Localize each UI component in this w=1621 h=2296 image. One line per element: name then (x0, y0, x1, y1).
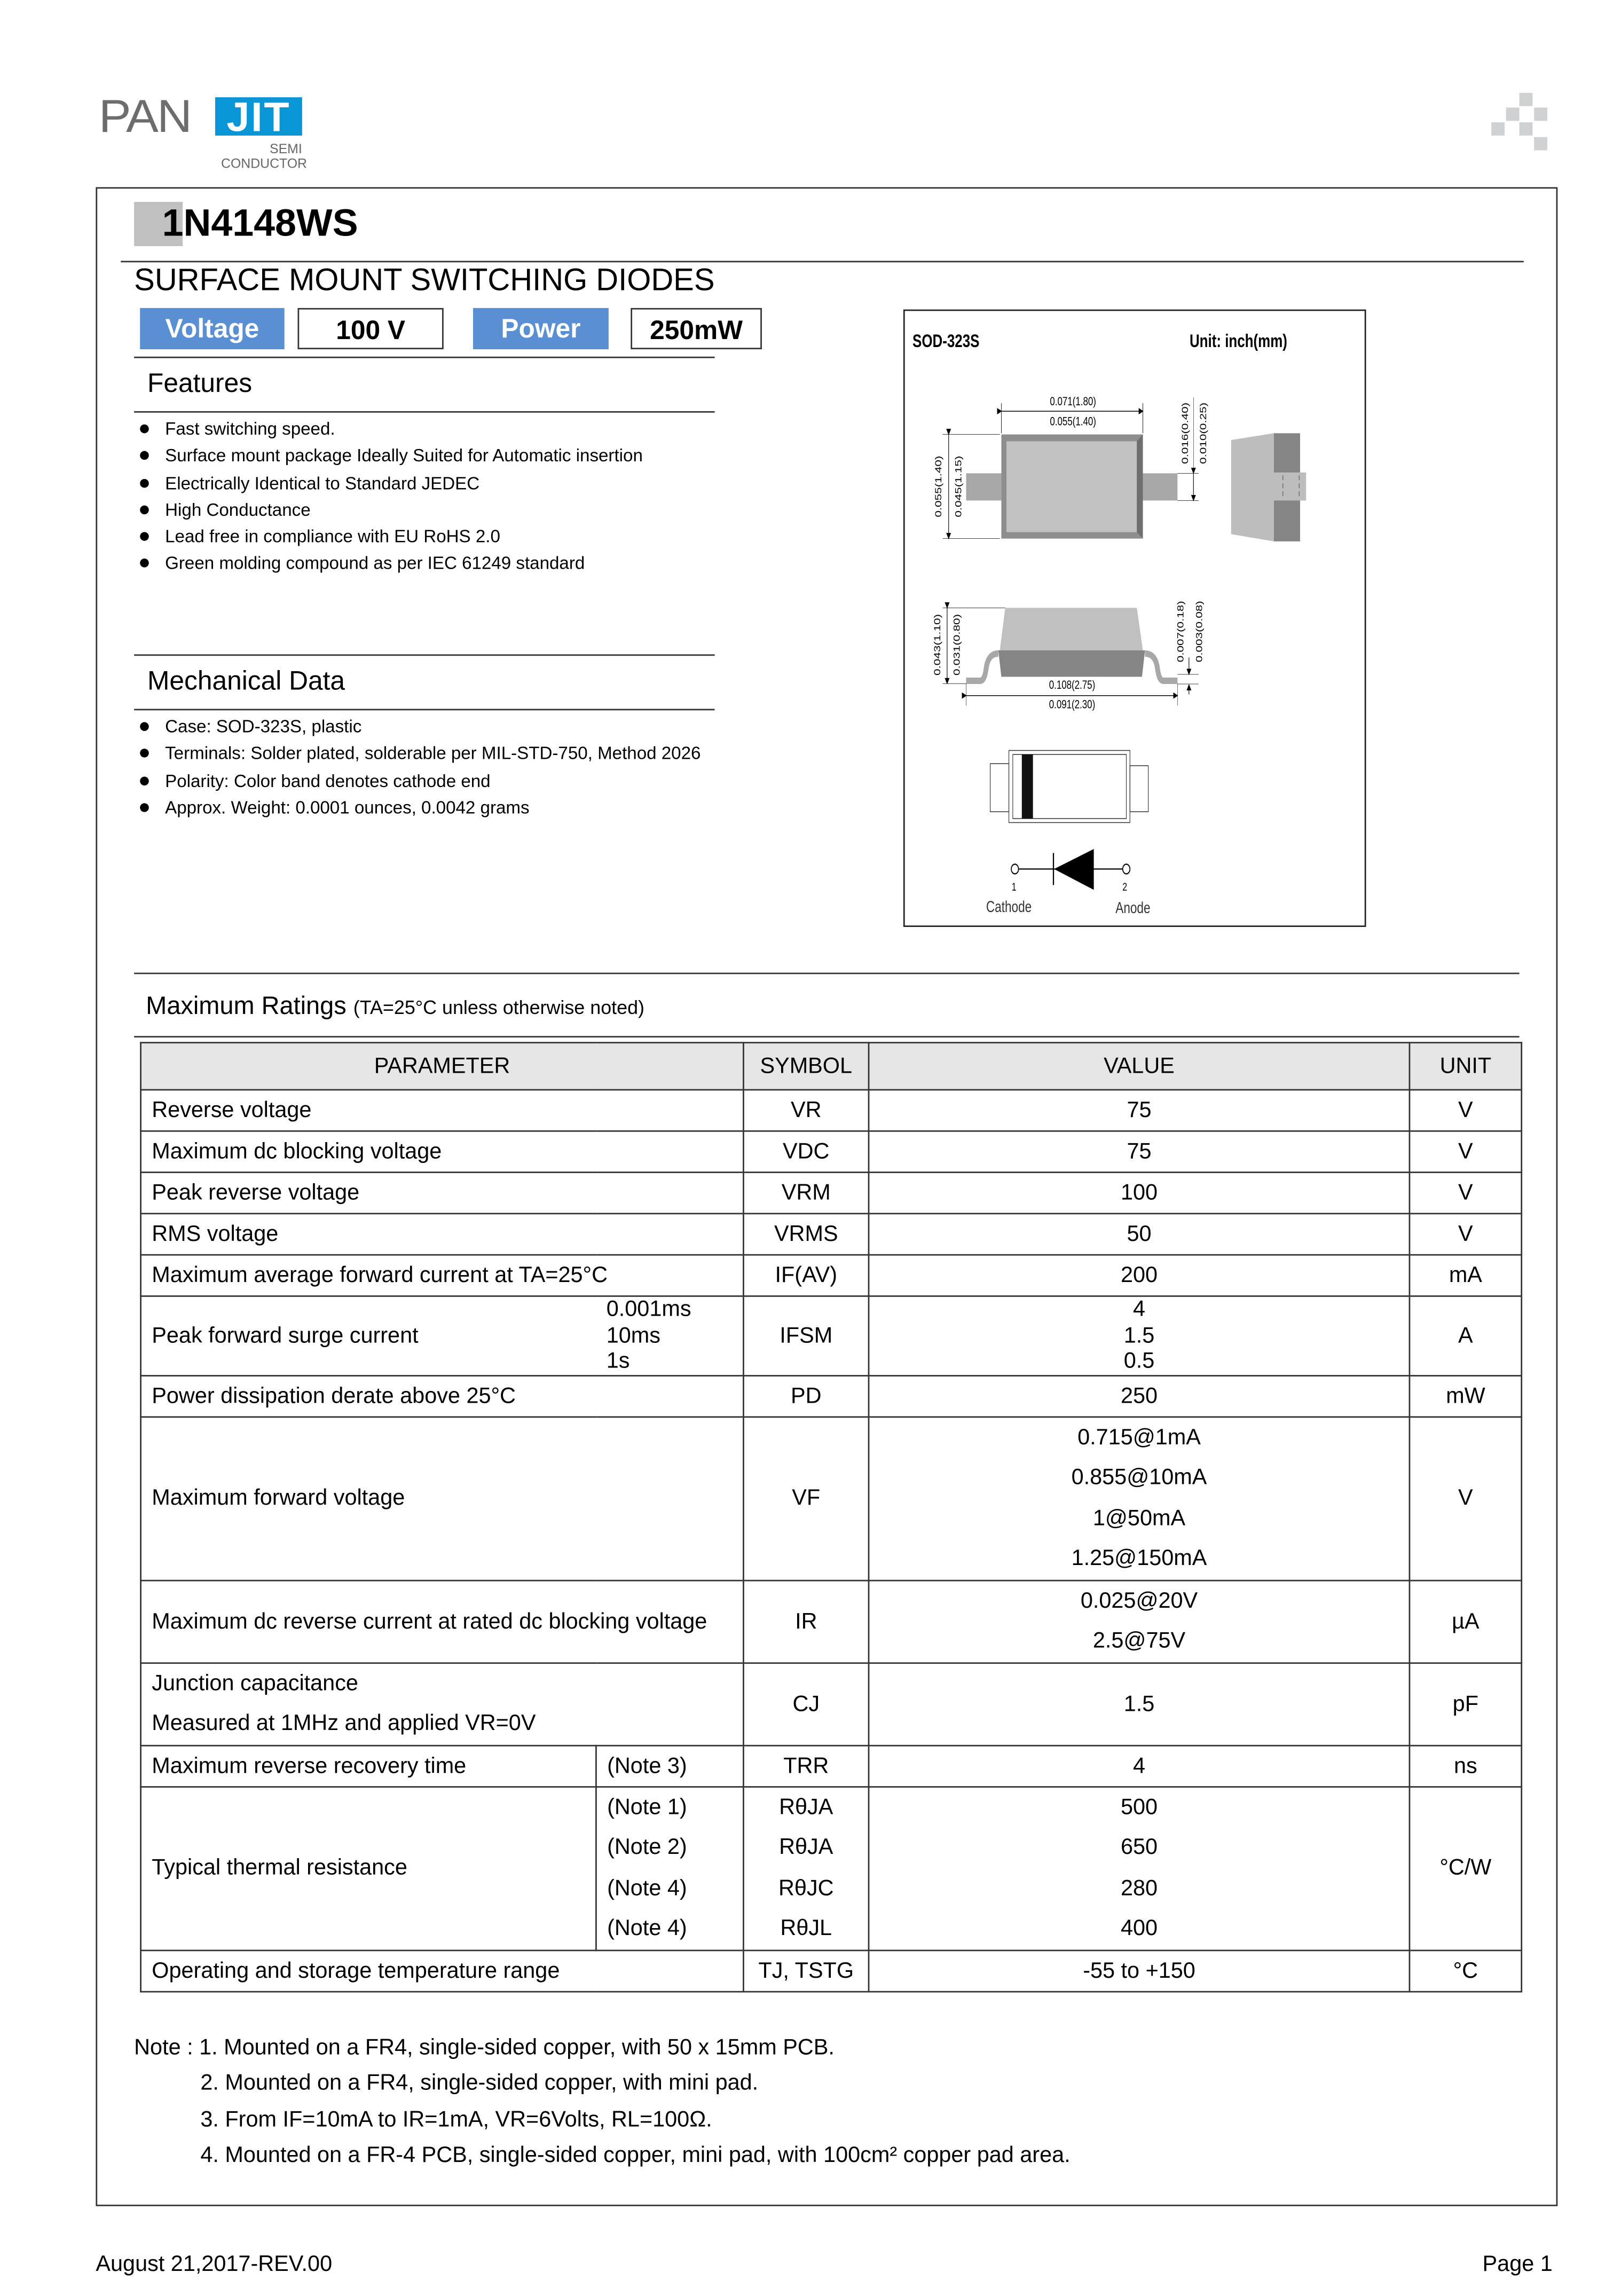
mechanical-list (140, 713, 701, 821)
value-cell (869, 1786, 1410, 1949)
dim-label: 0.007(0.18) (1175, 600, 1186, 662)
param-cell (141, 1662, 744, 1745)
note-line: 2. Mounted on a FR4, single-sided copper, with mini pad. (200, 2071, 759, 2096)
list-item: Lead free in compliance with EU RoHS 2.0 (140, 523, 643, 550)
symbol-cell: IF(AV) (743, 1255, 869, 1296)
revision-date: August 21,2017-REV.00 (96, 2252, 333, 2277)
symbol-cell: IR (743, 1580, 869, 1663)
list-item: High Conductance (140, 497, 643, 523)
value-cell: 200 (869, 1255, 1410, 1296)
product-subtitle: SURFACE MOUNT SWITCHING DIODES (134, 264, 715, 298)
param-cell: Peak forward surge current (141, 1296, 596, 1375)
package-name: SOD-323S (912, 330, 979, 351)
value: 2.5@75V (1092, 1628, 1186, 1654)
symbol: RθJA (779, 1835, 833, 1860)
power-badge-value: 250mW (631, 308, 762, 349)
value: 1.25@150mA (1071, 1546, 1207, 1571)
side-view (1231, 433, 1305, 541)
divider (134, 973, 1519, 974)
value-cell: -55 to +150 (869, 1949, 1410, 1991)
value: 400 (1120, 1916, 1158, 1941)
unit-cell: V (1410, 1131, 1522, 1172)
dim-label: 0.003(0.08) (1194, 600, 1205, 662)
table-row (141, 1580, 1522, 1663)
divider (121, 261, 1524, 263)
param-cell: Maximum dc reverse current at rated dc blocking voltage (141, 1580, 744, 1663)
value-cell: 100 (869, 1173, 1410, 1214)
front-view (932, 600, 1204, 711)
list-item: Surface mount package Ideally Suited for Automatic insertion (140, 443, 643, 469)
value: 1@50mA (1092, 1505, 1186, 1531)
ratings-heading (146, 992, 644, 1021)
symbol-cell: CJ (743, 1662, 869, 1745)
list-item: Fast switching speed. (140, 415, 643, 442)
symbol-cell: VDC (743, 1131, 869, 1172)
value: 4 (1133, 1296, 1146, 1322)
divider (134, 357, 714, 358)
param-cell: RMS voltage (141, 1214, 744, 1255)
table-row (141, 1949, 1522, 1991)
dim-label: 0.010(0.25) (1198, 402, 1208, 463)
condition: 10ms (606, 1323, 660, 1348)
ratings-condition: (TA=25°C unless otherwise noted) (353, 996, 644, 1019)
value: 0.025@20V (1080, 1587, 1198, 1613)
param-cell: Power dissipation derate above 25°C (141, 1375, 744, 1416)
divider (134, 411, 714, 413)
unit-cell: V (1410, 1214, 1522, 1255)
symbol-cell: VRM (743, 1173, 869, 1214)
dim-label: 0.043(1.10) (932, 613, 942, 675)
param-cell: Maximum average forward current at TA=25°C (141, 1255, 744, 1296)
table-row (141, 1786, 1522, 1949)
symbol-cell: IFSM (743, 1296, 869, 1375)
param-line: Junction capacitance (152, 1670, 358, 1696)
condition: 0.001ms (606, 1296, 691, 1322)
voltage-badge-value: 100 V (298, 308, 444, 349)
symbol: RθJA (779, 1794, 833, 1820)
cathode-label: Cathode (986, 897, 1032, 915)
unit-cell: °C/W (1410, 1786, 1522, 1949)
value: 280 (1120, 1875, 1158, 1901)
list-item: Approx. Weight: 0.0001 ounces, 0.0042 grams (140, 794, 701, 821)
symbol-cell (743, 1786, 869, 1949)
condition-cell (596, 1296, 743, 1375)
anode-label: Anode (1115, 898, 1150, 916)
value: 0.715@1mA (1077, 1424, 1201, 1450)
condition: 1s (606, 1348, 630, 1374)
value-cell: 1.5 (869, 1662, 1410, 1745)
dim-label: 0.108(2.75) (1048, 678, 1095, 691)
package-drawing (897, 304, 1367, 929)
param-cell: Operating and storage temperature range (141, 1949, 744, 1991)
param-cell: Maximum dc blocking voltage (141, 1131, 744, 1172)
cathode-band (1021, 754, 1033, 818)
param-line: Measured at 1MHz and applied VR=0V (152, 1711, 536, 1736)
column-header: VALUE (869, 1043, 1410, 1090)
table-row (141, 1131, 1522, 1172)
table-row (141, 1416, 1522, 1579)
features-list (140, 415, 643, 577)
mechanical-heading: Mechanical Data (147, 666, 345, 696)
note-line: 3. From IF=10mA to IR=1mA, VR=6Volts, RL=100Ω. (200, 2107, 712, 2133)
dim-label: 0.055(1.40) (1049, 414, 1096, 428)
top-view (933, 394, 1208, 538)
param-cell: Maximum forward voltage (141, 1416, 744, 1579)
value-cell: 75 (869, 1090, 1410, 1131)
table-row (141, 1296, 1522, 1375)
unit-cell: °C (1410, 1949, 1522, 1991)
symbol: RθJL (780, 1916, 832, 1941)
unit-cell: A (1410, 1296, 1522, 1375)
table-row (141, 1090, 1522, 1131)
value: 0.5 (1123, 1348, 1155, 1374)
list-item: Green molding compound as per IEC 61249 standard (140, 551, 643, 577)
divider (134, 709, 714, 711)
logo-tagline-2: CONDUCTOR (221, 156, 308, 171)
notes (134, 2031, 1071, 2174)
value-cell: 250 (869, 1375, 1410, 1416)
param-cell: Maximum reverse recovery time (141, 1745, 596, 1786)
unit-cell: µA (1410, 1580, 1522, 1663)
note-line: Note : 1. Mounted on a FR4, single-sided copper, with 50 x 15mm PCB. (134, 2035, 835, 2061)
logo-tagline (221, 141, 308, 171)
value-cell (869, 1416, 1410, 1579)
unit-cell: V (1410, 1090, 1522, 1131)
part-number-title: 1N4148WS (162, 200, 358, 245)
table-header-row (141, 1043, 1522, 1090)
value-cell: 50 (869, 1214, 1410, 1255)
table-row (141, 1214, 1522, 1255)
pin2-number: 2 (1122, 879, 1127, 893)
list-item: Terminals: Solder plated, solderable per MIL-STD-750, Method 2026 (140, 740, 701, 767)
note-cell (596, 1786, 743, 1949)
pin1-number: 1 (1011, 879, 1016, 893)
unit-cell: V (1410, 1416, 1522, 1579)
list-item: Polarity: Color band denotes cathode end (140, 767, 701, 794)
ratings-title: Maximum Ratings (146, 992, 347, 1020)
diode-symbol-icon (1011, 848, 1129, 893)
symbol-cell: VF (743, 1416, 869, 1579)
dim-label: 0.091(2.30) (1048, 697, 1095, 711)
dim-label: 0.031(0.80) (951, 613, 962, 675)
unit-cell: pF (1410, 1662, 1522, 1745)
unit-cell: ns (1410, 1745, 1522, 1786)
note: (Note 4) (607, 1916, 687, 1941)
features-heading: Features (147, 368, 253, 398)
value-cell (869, 1296, 1410, 1375)
unit-cell: mW (1410, 1375, 1522, 1416)
dim-label: 0.071(1.80) (1049, 394, 1096, 408)
column-header: UNIT (1410, 1043, 1522, 1090)
list-item: Case: SOD-323S, plastic (140, 713, 701, 740)
value-cell (869, 1580, 1410, 1663)
note-cell: (Note 3) (596, 1745, 743, 1786)
logo-jit-block: JIT (215, 97, 302, 136)
table-row (141, 1173, 1522, 1214)
param-cell: Peak reverse voltage (141, 1173, 744, 1214)
dim-label: 0.016(0.40) (1179, 402, 1190, 463)
symbol: RθJC (778, 1875, 834, 1901)
symbol-cell: TJ, TSTG (743, 1949, 869, 1991)
ratings-table (140, 1042, 1522, 1992)
dim-label: 0.045(1.15) (953, 455, 963, 517)
list-item: Electrically Identical to Standard JEDEC (140, 469, 643, 496)
logo-pan-text: PAN (98, 90, 191, 142)
voltage-badge-label: Voltage (140, 308, 284, 349)
column-header: SYMBOL (743, 1043, 869, 1090)
table-row (141, 1662, 1522, 1745)
page-number: Page 1 (1482, 2252, 1553, 2277)
dim-label: 0.055(1.40) (933, 455, 943, 517)
table-row (141, 1745, 1522, 1786)
symbol-cell: VR (743, 1090, 869, 1131)
column-header: PARAMETER (141, 1043, 744, 1090)
value: 0.855@10mA (1071, 1465, 1207, 1490)
marking-view (990, 750, 1148, 822)
value: 650 (1120, 1835, 1158, 1860)
symbol-cell: VRMS (743, 1214, 869, 1255)
unit-cell: V (1410, 1173, 1522, 1214)
note: (Note 2) (607, 1835, 687, 1860)
symbol-cell: PD (743, 1375, 869, 1416)
unit-cell: mA (1410, 1255, 1522, 1296)
value-cell: 4 (869, 1745, 1410, 1786)
table-row (141, 1255, 1522, 1296)
value-cell: 75 (869, 1131, 1410, 1172)
note: (Note 4) (607, 1875, 687, 1901)
note: (Note 1) (607, 1794, 687, 1820)
power-badge-label: Power (473, 308, 609, 349)
param-cell: Reverse voltage (141, 1090, 744, 1131)
symbol-cell: TRR (743, 1745, 869, 1786)
value: 500 (1120, 1794, 1158, 1820)
note-line: 4. Mounted on a FR-4 PCB, single-sided copper, mini pad, with 100cm² copper pad area. (200, 2143, 1071, 2168)
divider (134, 654, 714, 656)
table-row (141, 1375, 1522, 1416)
param-cell: Typical thermal resistance (141, 1786, 596, 1949)
value: 1.5 (1123, 1323, 1155, 1348)
divider (134, 1036, 1519, 1037)
package-unit: Unit: inch(mm) (1189, 330, 1287, 351)
logo-tagline-1: SEMI (270, 141, 302, 156)
